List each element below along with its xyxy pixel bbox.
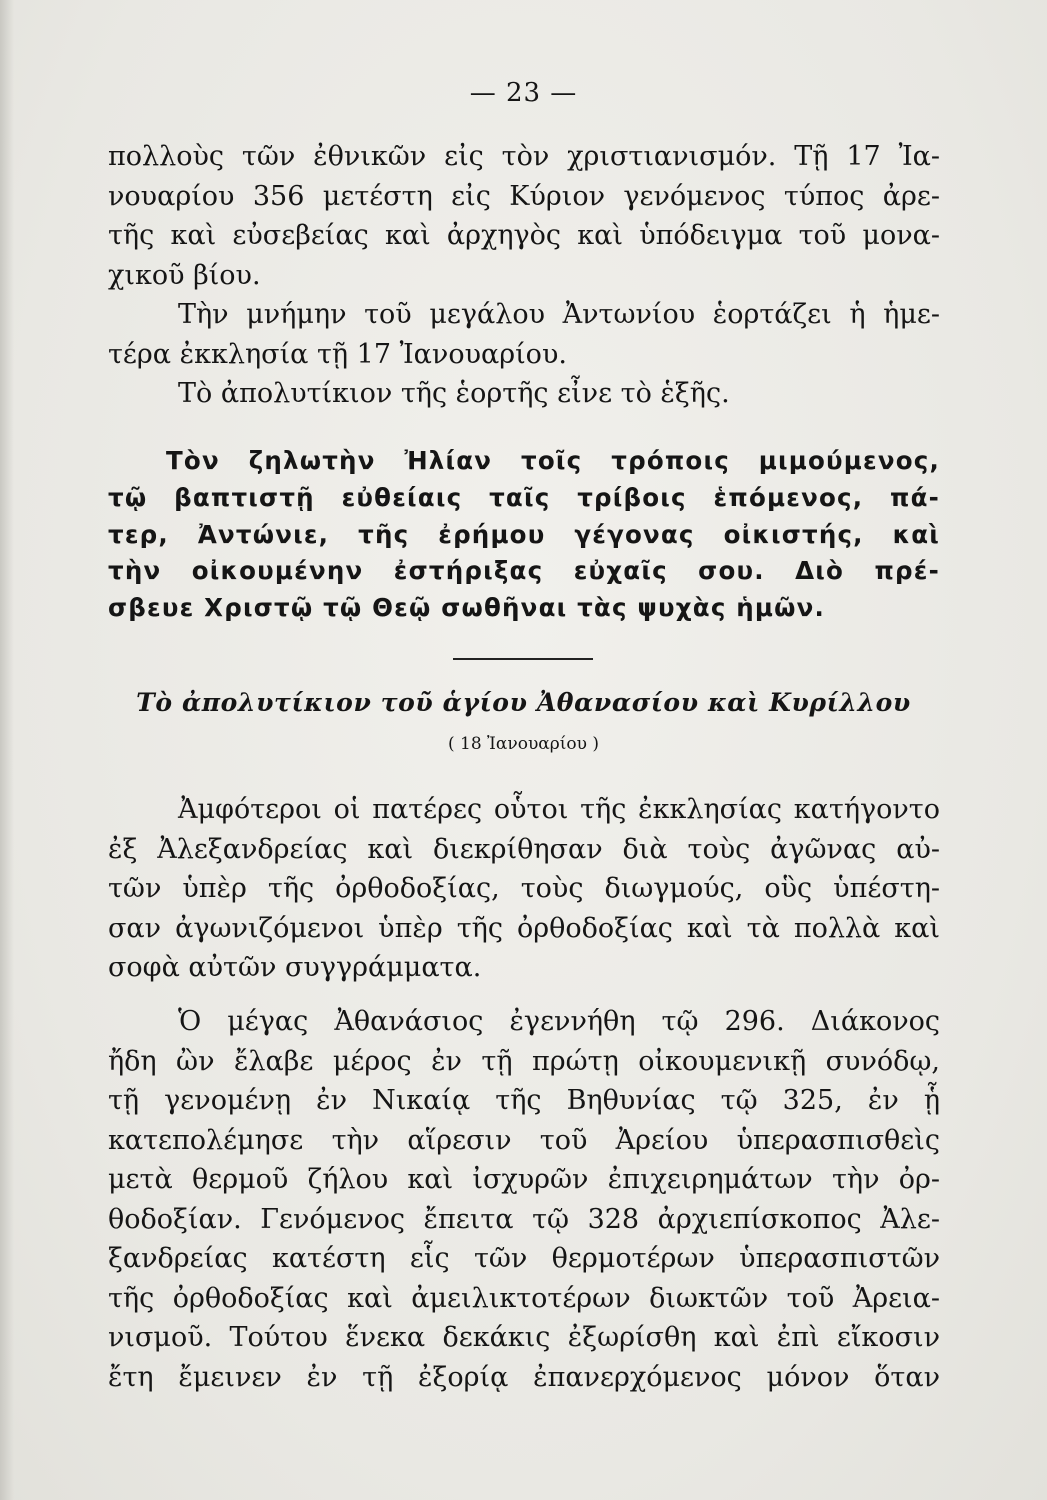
text-line: τέρα ἐκκλησία τῇ 17 Ἰανουαρίου. [108, 338, 567, 370]
paragraph-athanasius [108, 1002, 940, 1397]
text-line: νισμοῦ. Τούτου ἕνεκα δεκάκις ἐξωρίσθη καὶ ἐπὶ εἴκοσιν [108, 1322, 940, 1353]
section-date: ( 18 Ἰανουαρίου ) [447, 734, 600, 754]
text-line: ξανδρείας κατέστη εἷς τῶν θερμοτέρων ὑπερασπιστῶν [108, 1243, 940, 1274]
text-line: τῆς καὶ εὐσεβείας καὶ ἀρχηγὸς καὶ ὑπόδειγμα τοῦ μονα- [108, 220, 940, 251]
paragraph-hymn-intro [108, 374, 940, 414]
text-line: τῶν ὑπὲρ τῆς ὀρθοδοξίας, τοὺς διωγμούς, οὓς ὑπέστη- [108, 873, 940, 904]
hymn-line: τῷ βαπτιστῇ εὐθείαις ταῖς τρίβοις ἑπόμενος, πά- [108, 482, 940, 512]
text-line: πολλοὺς τῶν ἐθνικῶν εἰς τὸν χριστιανισμόν. Τῇ 17 Ἰα- [108, 141, 940, 172]
hymn-line: τὴν οἰκουμένην ἐστήριξας εὐχαῖς σου. Διὸ πρέ- [108, 556, 940, 586]
hymn-line: τερ, Ἀντώνιε, τῆς ἐρήμου γέγονας οἰκιστής, καὶ [108, 519, 940, 549]
text-line: σαν ἀγωνιζόμενοι ὑπὲρ τῆς ὀρθοδοξίας καὶ τὰ πολλὰ καὶ [108, 912, 940, 944]
text-line: θοδοξίαν. Γενόμενος ἔπειτα τῷ 328 ἀρχιεπίσκοπος Ἀλε- [108, 1203, 940, 1235]
hymn-line: Τὸν ζηλωτὴν Ἠλίαν τοῖς τρόποις μιμούμενος, [166, 446, 940, 475]
paragraph-feast-day [108, 295, 940, 374]
text-line: ἐξ Ἀλεξανδρείας καὶ διεκρίθησαν διὰ τοὺς ἀγῶνας αὐ- [108, 833, 940, 865]
text-line: κατεπολέμησε τὴν αἵρεσιν τοῦ Ἀρείου ὑπερασπισθεὶς [108, 1124, 940, 1156]
section-title: Τὸ ἀπολυτίκιον τοῦ ἁγίου Ἀθανασίου καὶ Κυρίλλου [136, 688, 911, 717]
text-line: νουαρίου 356 μετέστη εἰς Κύριον γενόμενος τύπος ἀρε- [108, 180, 940, 212]
text-line: Ὁ μέγας Ἀθανάσιος ἐγεννήθη τῷ 296. Διάκονος [178, 1006, 940, 1037]
section-divider [453, 658, 593, 660]
text-line: χικοῦ βίου. [108, 259, 261, 291]
apolytikion-hymn [108, 443, 940, 627]
hymn-line: σβευε Χριστῷ τῷ Θεῷ σωθῆναι τὰς ψυχὰς ἡμῶν. [108, 593, 826, 623]
paragraph-antony-death [108, 137, 940, 295]
text-line: μετὰ θερμοῦ ζήλου καὶ ἰσχυρῶν ἐπιχειρημάτων τὴν ὀρ- [108, 1164, 940, 1195]
text-line: σοφὰ αὐτῶν συγγράμματα. [108, 952, 482, 983]
paragraph-both-fathers [108, 790, 940, 988]
text-line: ἤδη ὢν ἔλαβε μέρος ἐν τῇ πρώτῃ οἰκουμενικῇ συνόδῳ, [108, 1045, 940, 1077]
page-number: — 23 — [469, 78, 578, 108]
text-line: Ἀμφότεροι οἱ πατέρες οὗτοι τῆς ἐκκλησίας κατήγοντο [178, 794, 940, 825]
text-line: τῇ γενομένῃ ἐν Νικαίᾳ τῆς Βηθυνίας τῷ 325, ἐν ᾗ [108, 1085, 940, 1116]
text-line: τῆς ὀρθοδοξίας καὶ ἀμειλικτοτέρων διωκτῶν τοῦ Ἀρεια- [108, 1282, 940, 1314]
text-line: Τὸ ἀπολυτίκιον τῆς ἑορτῆς εἶνε τὸ ἑξῆς. [178, 378, 730, 409]
text-line: Τὴν μνήμην τοῦ μεγάλου Ἀντωνίου ἑορτάζει ἡ ἡμε- [178, 299, 940, 330]
text-line: ἔτη ἔμεινεν ἐν τῇ ἐξορίᾳ ἐπανερχόμενος μόνον ὅταν [108, 1361, 940, 1393]
